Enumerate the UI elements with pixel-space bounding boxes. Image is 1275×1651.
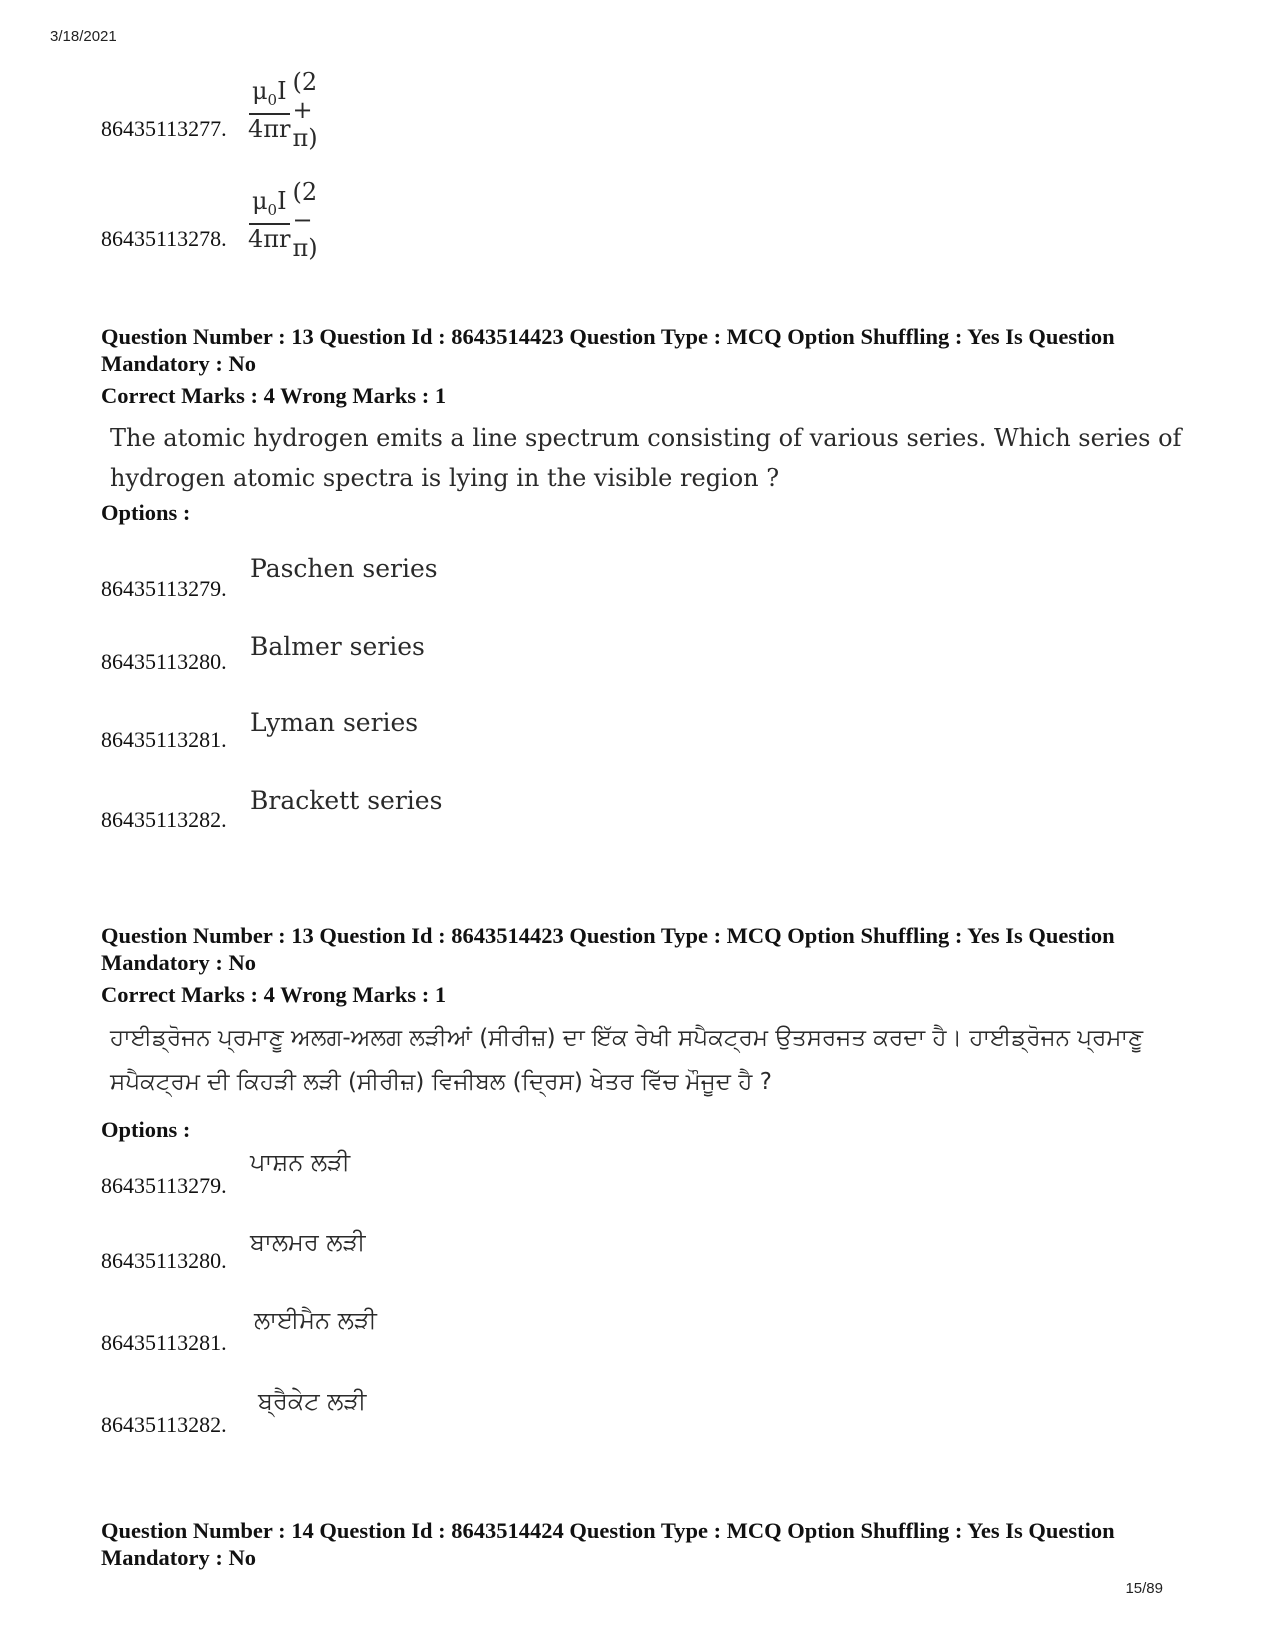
option-text: Brackett series (250, 786, 443, 815)
question-header: Question Number : 13 Question Id : 8643514423 Question Type : MCQ Option Shuffling : Yes Is Question Mandatory : No (101, 324, 1115, 376)
print-date: 3/18/2021 (50, 28, 117, 45)
question-header: Question Number : 14 Question Id : 8643514424 Question Type : MCQ Option Shuffling : Yes Is Question Mandatory : No (101, 1518, 1115, 1570)
option-id: 86435113281. (101, 727, 227, 752)
question-marks: Correct Marks : 4 Wrong Marks : 1 (101, 383, 447, 408)
option-id: 86435113282. (101, 1412, 227, 1437)
option-text: ਬਾਲਮਰ ਲੜੀ (250, 1228, 366, 1256)
fraction: $\frac{\mu_0I}{4\pi r}$ (248, 76, 291, 144)
option-id: 86435113280. (101, 1248, 227, 1273)
option-id: 86435113281. (101, 1330, 227, 1355)
option-id: 86435113282. (101, 807, 227, 832)
option-id: 86435113279. (101, 1173, 227, 1198)
options-label: Options : (101, 500, 191, 525)
option-text: Balmer series (250, 632, 425, 661)
page-number: 15/89 (1125, 1580, 1163, 1597)
option-text: ਲਾਈਮੈਨ ਲੜੀ (254, 1306, 377, 1334)
question-text: The atomic hydrogen emits a line spectrum consisting of various series. Which series of hydrogen atomic spectra is lying in the visible region ? (110, 424, 1182, 492)
question-text: ਹਾਈਡ੍ਰੋਜਨ ਪ੍ਰਮਾਣੂ ਅਲਗ-ਅਲਗ ਲੜੀਆਂ (ਸੀਰੀਜ਼) ਦਾ ਇੱਕ ਰੇਖੀ ਸਪੈਕਟ੍ਰਮ ਉਤਸਰਜਤ ਕਰਦਾ ਹੈ। ਹਾਈਡ੍ਰੋਜਨ ਪ੍ਰਮਾਣੂ ਸਪੈਕਟ੍ਰਮ ਦੀ ਕਿਹੜੀ ਲੜੀ (ਸੀਰੀਜ਼) ਵਿਜੀਬਲ (ਦ੍ਰਿਸ) ਖੇਤਰ ਵਿੱਚ ਮੌਜੂਦ ਹੈ ? (110, 1025, 1144, 1095)
option-text: Lyman series (250, 708, 419, 737)
option-id: 86435113278. (101, 226, 227, 251)
option-text: Paschen series (250, 554, 438, 583)
option-id: 86435113277. (101, 116, 227, 141)
option-id: 86435113280. (101, 649, 227, 674)
fraction: $\frac{\mu_0I}{4\pi r}$ (248, 186, 291, 254)
question-header: Question Number : 13 Question Id : 8643514423 Question Type : MCQ Option Shuffling : Yes Is Question Mandatory : No (101, 923, 1115, 975)
option-id: 86435113279. (101, 576, 227, 601)
option-formula: $\frac{\mu_0I}{4\pi r}$ (2 − π) (248, 178, 318, 262)
option-text: ਪਾਸ਼ਨ ਲੜੀ (250, 1148, 351, 1176)
question-marks: Correct Marks : 4 Wrong Marks : 1 (101, 982, 447, 1007)
option-formula: $\frac{\mu_0I}{4\pi r}$ (2 + π) (248, 68, 318, 152)
option-text: ਬ੍ਰੈਕੇਟ ਲੜੀ (258, 1387, 367, 1415)
options-label: Options : (101, 1117, 191, 1142)
